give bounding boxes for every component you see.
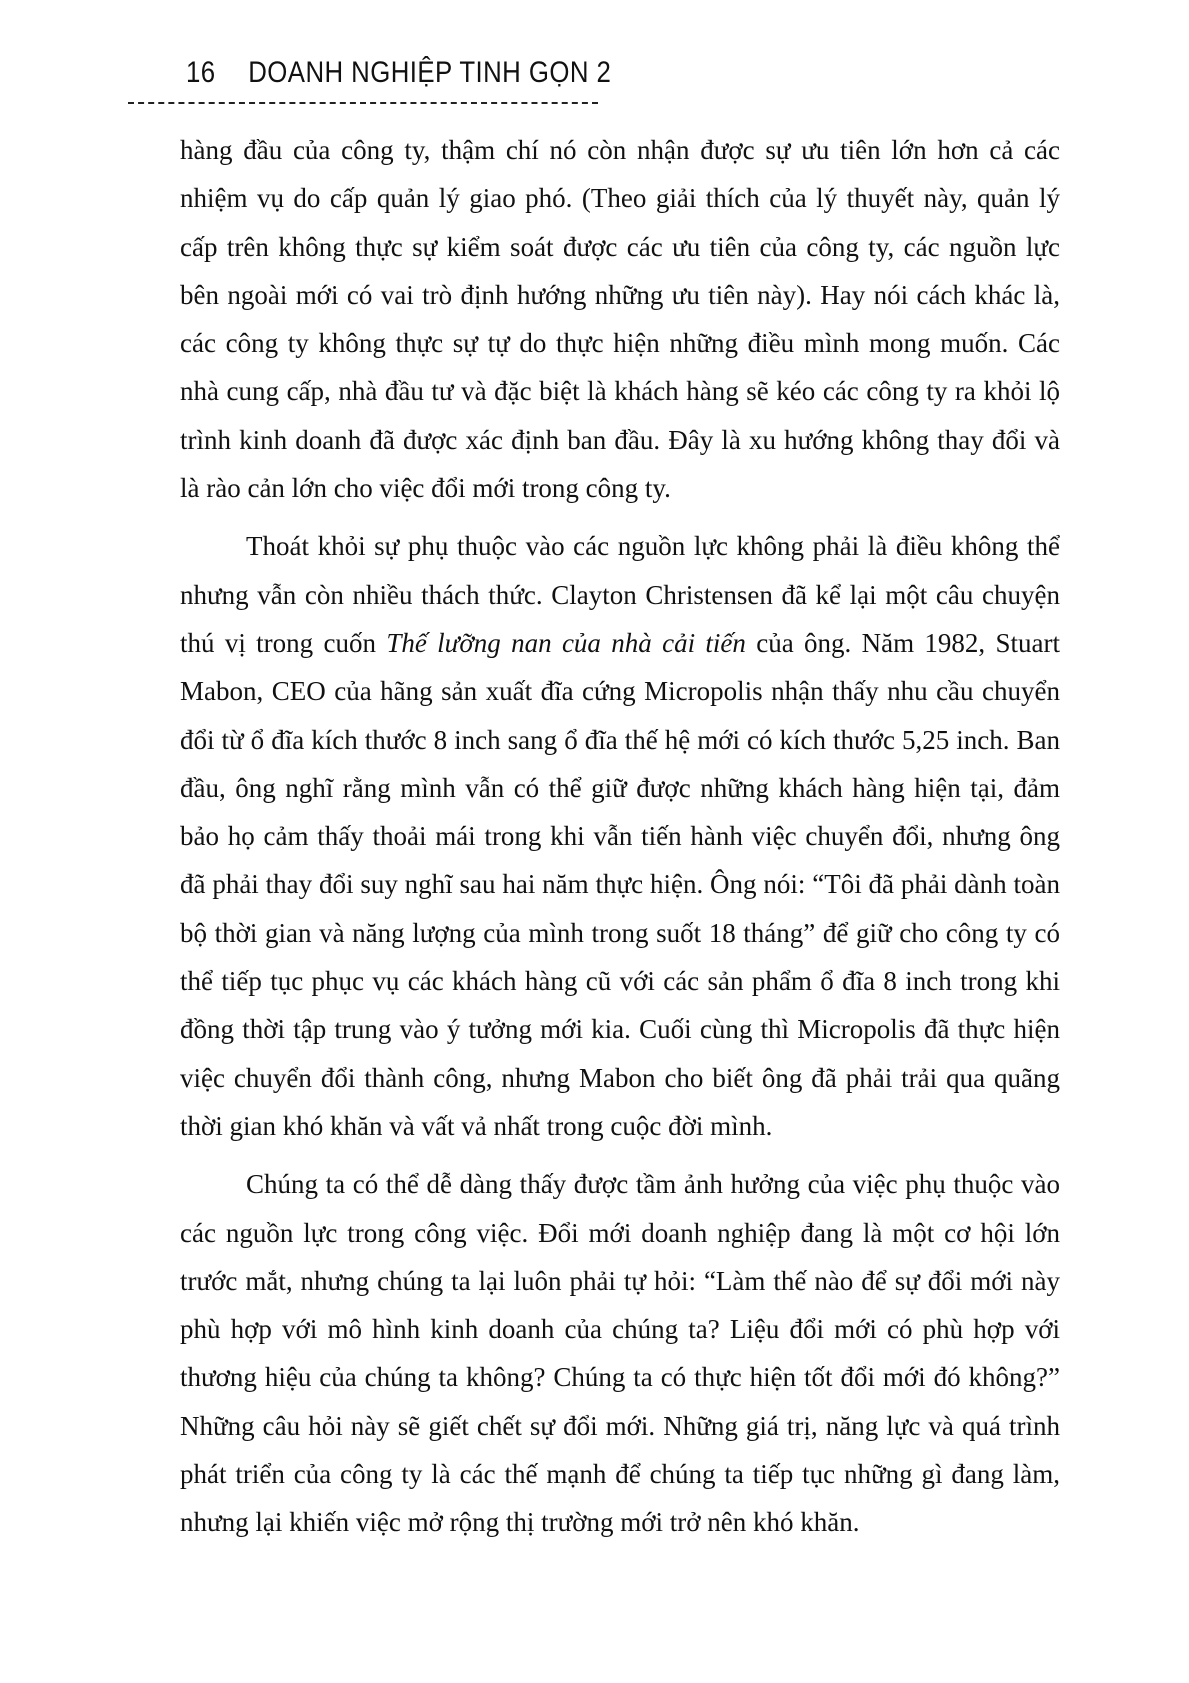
book-title: DOANH NGHIỆP TINH GỌN 2	[248, 56, 612, 89]
paragraph-text: của ông. Năm 1982, Stuart Mabon, CEO của hãng sản xuất đĩa cứng Micropolis nhận thấy nhu cầu chuyển đổi từ ổ đĩa kích thước 8 inch sang ổ đĩa thế hệ mới có kích thước 5,25 inch. Ban đầu, ông nghĩ rằng mình vẫn có thể giữ được những khách hàng hiện tại, đảm bảo họ cảm thấy thoải mái trong khi vẫn tiến hành việc chuyển đổi, nhưng ông đã phải thay đổi suy nghĩ sau hai năm thực hiện. Ông nói: “Tôi đã phải dành toàn bộ thời gian và năng lượng của mình trong suốt 18 tháng” để giữ cho công ty có thể tiếp tục phục vụ các khách hàng cũ với các sản phẩm ổ đĩa 8 inch trong khi đồng thời tập trung vào ý tưởng mới kia. Cuối cùng thì Micropolis đã thực hiện việc chuyển đổi thành công, nhưng Mabon cho biết ông đã phải trải qua quãng thời gian khó khăn và vất vả nhất trong cuộc đời mình.	[180, 627, 1061, 1141]
book-title-italic: Thế lưỡng nan của nhà cải tiến	[386, 627, 746, 658]
body-text	[180, 126, 1060, 1557]
paragraph-continued: hàng đầu của công ty, thậm chí nó còn nhận được sự ưu tiên lớn hơn cả các nhiệm vụ do cấp quản lý giao phó. (Theo giải thích của lý thuyết này, quản lý cấp trên không thực sự kiểm soát được các ưu tiên của công ty, các nguồn lực bên ngoài mới có vai trò định hướng những ưu tiên này). Hay nói cách khác là, các công ty không thực sự tự do thực hiện những điều mình mong muốn. Các nhà cung cấp, nhà đầu tư và đặc biệt là khách hàng sẽ kéo các công ty ra khỏi lộ trình kinh doanh đã được xác định ban đầu. Đây là xu hướng không thay đổi và là rào cản lớn cho việc đổi mới trong công ty.	[180, 135, 1060, 504]
running-header	[186, 56, 611, 90]
page-number: 16	[186, 56, 216, 89]
paragraph	[180, 522, 1060, 1150]
paragraph-text: Thoát khỏi sự phụ thuộc vào các nguồn lực không phải là điều không thể nhưng vẫn còn nhiều thách thức. Clayton Christensen đã kể lại một câu chuyện thú vị trong cuốn	[180, 531, 1060, 658]
header-dashed-rule	[128, 102, 598, 104]
paragraph: Chúng ta có thể dễ dàng thấy được tầm ảnh hưởng của việc phụ thuộc vào các nguồn lực trong công việc. Đổi mới doanh nghiệp đang là một cơ hội lớn trước mắt, nhưng chúng ta lại luôn phải tự hỏi: “Làm thế nào để sự đổi mới này phù hợp với mô hình kinh doanh của chúng ta? Liệu đổi mới có phù hợp với thương hiệu của chúng ta không? Chúng ta có thực hiện tốt đổi mới đó không?” Những câu hỏi này sẽ giết chết sự đổi mới. Những giá trị, năng lực và quá trình phát triển của công ty là các thế mạnh để chúng ta tiếp tục những gì đang làm, nhưng lại khiến việc mở rộng thị trường mới trở nên khó khăn.	[180, 1169, 1060, 1538]
